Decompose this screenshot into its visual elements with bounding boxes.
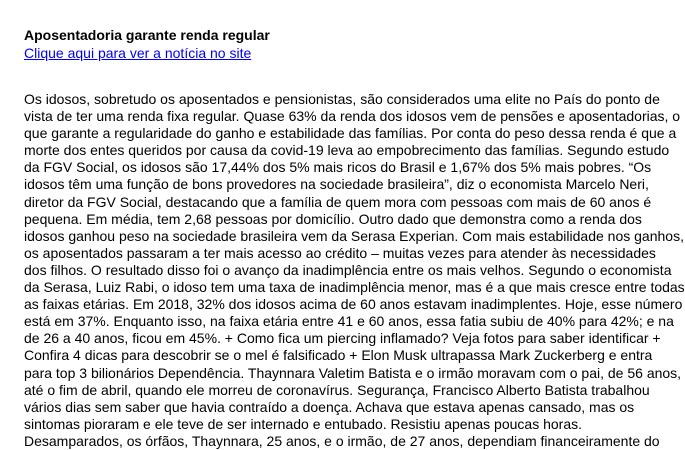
article-line: de 26 a 40 anos, ficou em 45%. + Como fica um piercing inflamado? Veja fotos para saber identificar + xyxy=(24,330,661,347)
article-line: Confira 4 dicas para descobrir se o mel é falsificado + Elon Musk ultrapassa Mark Zuckerberg e entra xyxy=(24,347,653,364)
article-line: pequena. Em média, tem 2,68 pessoas por domicílio. Outro dado que demonstra como a renda dos xyxy=(24,210,642,227)
article-header xyxy=(24,27,614,62)
article-body xyxy=(24,91,685,449)
article-line: que garante a regularidade do ganho e estabilidade das famílias. Por conta do peso dessa renda é que a xyxy=(24,125,677,142)
article-line: sintomas pioraram e ele teve de ser internado e entubado. Resistiu apenas poucas horas. xyxy=(24,415,583,432)
article-line: até o fim de abril, quando ele morreu de coronavírus. Segurança, Francisco Alberto Batista trabalhou xyxy=(24,381,650,398)
article-line: morte dos entes queridos por causa da covid-19 leva ao empobrecimento das famílias. Segundo estudo xyxy=(24,142,670,159)
article-title: Aposentadoria garante renda regular xyxy=(24,27,270,43)
article-line: vários dias sem saber que havia contraído a doença. Achava que estava apenas cansado, mas os xyxy=(24,398,635,415)
article-line: idosos ganhou peso na sociedade brasileira vem da Serasa Experian. Com mais estabilidade nos ganhos, xyxy=(24,227,684,244)
article-line: Desamparados, os órfãos, Thaynnara, 25 anos, e o irmão, de 27 anos, dependiam financeiramente do xyxy=(24,432,660,449)
article-line: as faixas etárias. Em 2018, 32% dos idosos acima de 60 anos estavam inadimplentes. Hoje, esse número xyxy=(24,296,683,313)
article-line: está em 37%. Enquanto isso, na faixa etária entre 41 e 60 anos, essa fatia subiu de 40% para 42%; e na xyxy=(24,313,674,330)
article-line: idosos têm uma função de bons provedores na sociedade brasileira”, diz o economista Marcelo Neri, xyxy=(24,176,649,193)
article-line: da Serasa, Luiz Rabi, o idoso tem uma taxa de inadimplência menor, mas é a que mais cresce entre todas xyxy=(24,279,685,296)
view-on-site-link[interactable]: Clique aqui para ver a notícia no site xyxy=(24,45,252,61)
article-line: vista de ter uma renda fixa regular. Quase 63% da renda dos idosos vem de pensões e aposentadorias, o xyxy=(24,108,681,125)
article-line: da FGV Social, os idosos são 17,44% dos 5% mais ricos do Brasil e 1,67% dos 5% mais pobres. “Os xyxy=(24,159,652,176)
article-line: Os idosos, sobretudo os aposentados e pensionistas, são considerados uma elite no País do ponto de xyxy=(24,91,660,107)
article-line: dos filhos. O resultado disso foi o avanço da inadimplência entre os mais velhos. Segundo o economista xyxy=(24,261,672,278)
article-line: os aposentados passaram a ter mais acesso ao crédito – muitas vezes para atender às necessidades xyxy=(24,244,656,261)
article-line: para top 3 bilionários Dependência. Thaynnara Valetim Batista e o irmão moravam com o pai, de 56 anos, xyxy=(24,364,682,381)
article-line: diretor da FGV Social, destacando que a família de quem mora com pessoas com mais de 60 anos é xyxy=(24,193,652,210)
